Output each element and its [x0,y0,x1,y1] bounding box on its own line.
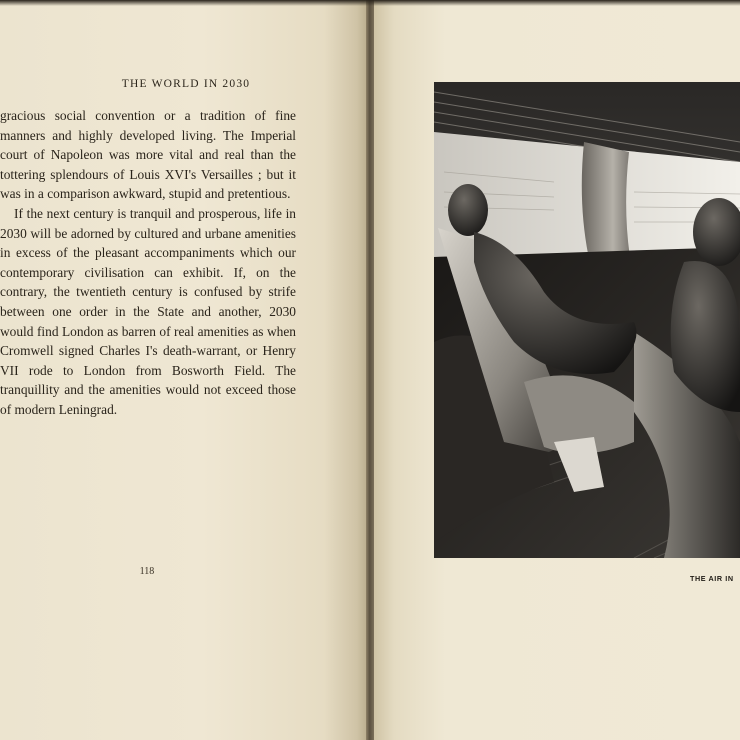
body-text [0,106,296,420]
book-gutter [366,0,374,740]
plate-caption: THE AIR IN [690,574,734,583]
paragraph-2: If the next century is tranquil and prosperous, life in 2030 will be adorned by cultured and urbane amenities in excess of the pleasant accompaniments which our contemporary civilisation can exhibit. If, on the contrary, the twentieth century is confused by strife between one order in the State and another, 2030 would find London as barren of real amenities as when Cromwell signed Charles I's death-warrant, or Henry VII rode to London from Bosworth Field. The tranquillity and the amenities would not exceed those of modern Leningrad. [0,205,296,417]
running-head: THE WORLD IN 2030 [121,78,251,90]
page-number: 118 [139,566,155,577]
illustration-plate [434,82,740,558]
airship-cabin-illustration [434,82,740,558]
paragraph-1: gracious social convention or a tradition of fine manners and highly developed living. The Imperial court of Napoleon was more vital and real than the tottering splendours of Louis XVI's Versailles ; but it was in a comparison awkward, stupid and pretentious. [0,108,296,202]
top-edge-shadow [0,0,740,6]
